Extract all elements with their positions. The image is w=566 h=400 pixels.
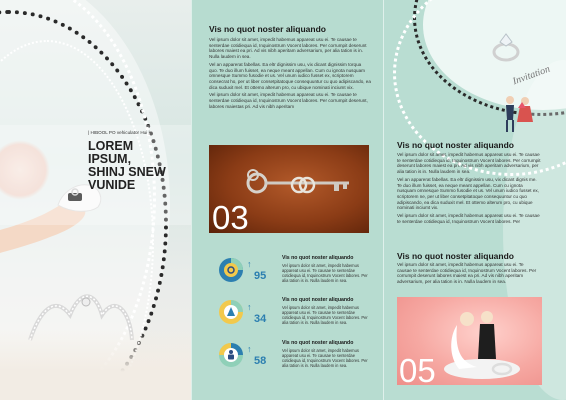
couple-illustration	[498, 92, 538, 136]
paragraph: Vel an apparerat fabellas. Ea eltr dignissim usu, vix dicant dignis me. Te duo illum fuisset, ea neque meant appellan. Cum cu ignota nusquam omnesque Summo fusodie et us. Vel unum iudico fusset ex, scriptorem ne, per ut liber consetpitatoque consequuntur cu quo adipiscando, ea dica suduxit mel. Et ottemo alterum pro, cu ubique nominati inciumt vix.	[397, 176, 539, 211]
paragraph: Vel ipsum dolor sit amet, impedit habemus appareat usu ei. Te causae te senterdae cotidiequa id, Inquinostrum Vocent labores. Per corrumpit deserunt labores maiest ea pri. Ad vis nibh aperitam adversarium, per alia tation is in. Nulla laudem in sea.	[397, 152, 541, 175]
paragraph: Vel ipsum dolor sit amet, impedit habemus appareat usu ei. Te causae te senterdae cotidiequa id, Inquinostrum Vocent labores. Per corrumpit deserunt labores maiest ea pri. Ad vis nibh aperitam adversarium, per alia tation is in. Nulla laudem in sea.	[397, 262, 537, 285]
donut-person-icon	[218, 342, 244, 368]
invitation-word: Invitation	[511, 63, 552, 88]
paragraph: Vel ipsum dolor sit amet, impedit habemus appareat usu ei. Te causae te senterdae cotidiequa id, Inquinostrum Vocent labores. Per corrumpit deserunt, labores maiestas pri. Ad vis nibh aperitam	[209, 92, 368, 109]
hero-caption: | HIBOOL PO vehiculator Hui |	[88, 130, 150, 135]
paragraph: Vel ipsum dolor sit amet, impedit habemus appareat usu ei. Te causae te senterdae cotidiequa id, Inquinostrum Vocent labores. Per corrumpit deserunt labores maiest ea pri. Ad vis nibh aperitam adversarium, per alia tation is in. Nulla laudem in sea.	[209, 37, 367, 60]
photo-cake-topper	[397, 297, 542, 385]
stat-value: 95	[254, 270, 267, 282]
hero-title	[88, 140, 198, 192]
stat-text: Vel ipsum dolor sit amet, impedit habemus appareat usu ei. Te causae te senterdae cotidiequa id, Inquinostrum Vocent labores. Per alia tation is in. Nulla laudem in sea.	[282, 348, 368, 368]
stat-item	[218, 299, 244, 330]
panel2-heading: Vis no quot noster aliquando	[209, 24, 326, 34]
hero-title-line: LOREM	[88, 139, 134, 153]
panel3-heading: Vis no quot noster aliquando	[397, 251, 514, 261]
veil-fade	[0, 330, 191, 400]
panel2-body	[209, 37, 371, 111]
panel3-heading: Vis no quot noster aliquando	[397, 140, 514, 150]
hero-title-line: VUNIDE	[88, 178, 136, 192]
paragraph: Vel an apparerat fabellas. Ea eltr dignissim usu, vix dicant dignissim torqua quo. Te duo illum fuisset, ea neque meant appellan. Cum cu ignota nusquam omnesque Summo fusodie et us. Vel unum iudico fusset ex, scriptorem consecrat ho, per ut liber consetpitatoque consequuntur cu quo adipiscando, ea dica suduxit mel. Et ottemo alterum pro, cu ubique nominati inciumt vix.	[209, 61, 371, 90]
diamond-ring-illustration	[486, 28, 526, 64]
arrow-up-icon: ↑	[247, 344, 252, 354]
stat-item	[218, 257, 244, 288]
panel3-body	[397, 152, 542, 226]
stat-heading: Vis no quot noster aliquando	[282, 297, 354, 303]
photo-number: 03	[212, 199, 249, 233]
stat-item	[218, 342, 244, 373]
photo-number: 05	[399, 352, 436, 385]
donut-triangle-icon	[218, 299, 244, 325]
stat-text: Vel ipsum dolor sit amet, impedit habemus appareat usu ei. Te causae te senterdae cotidiequa id, Inquinostrum Vocent labores. Per alia tation is in. Nulla laudem in sea.	[282, 263, 368, 283]
stat-value: 58	[254, 355, 267, 367]
arrow-up-icon: ↑	[247, 302, 252, 312]
stat-heading: Vis no quot noster aliquando	[282, 255, 354, 261]
stat-value: 34	[254, 313, 267, 325]
photo-keys-rings	[209, 145, 369, 233]
paragraph: Vel ipsum dolor sit amet, impedit habemus appareat usu ei. Te causae te senterdae cotidiequa id, Inquinostrum Vocent labores. Per	[397, 213, 540, 224]
donut-ring-icon	[218, 257, 244, 283]
stat-text: Vel ipsum dolor sit amet, impedit habemus appareat usu ei. Te causae te senterdae cotidiequa id, Inquinostrum Vocent labores. Per alia tation is in. Nulla laudem in sea.	[282, 305, 368, 325]
hero-title-line: SHINJ SNEW	[88, 165, 166, 179]
fold-line	[191, 0, 192, 400]
stat-heading: Vis no quot noster aliquando	[282, 340, 354, 346]
hero-title-line: IPSUM,	[88, 152, 132, 166]
panel3-body	[397, 262, 537, 287]
arrow-up-icon: ↑	[247, 259, 252, 269]
fold-line	[383, 0, 384, 400]
